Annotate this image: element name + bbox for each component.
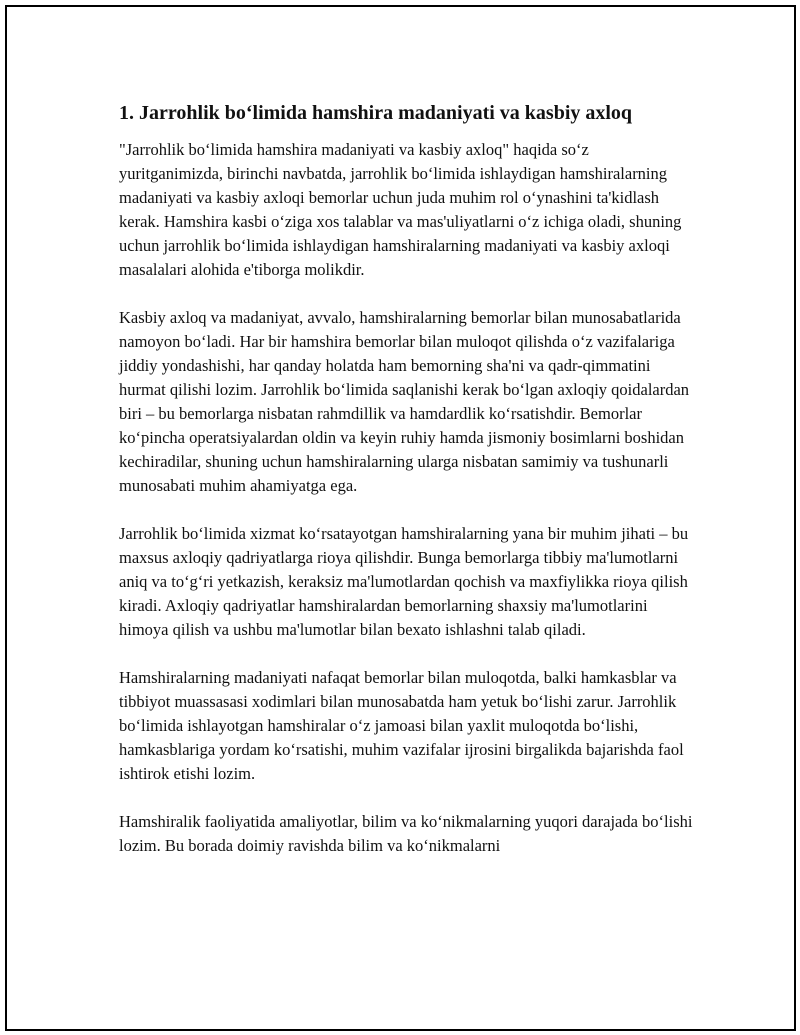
paragraph-ethics-patients: Kasbiy axloq va madaniyat, avvalo, hamshiralarning bemorlar bilan munosabatlarida namoyon bo‘ladi. Har bir hamshira bemorlar bilan muloqot qilishda o‘z vazifalariga jiddiy yondashishi, har qanday holatda ham bemorning sha'ni va qadr-qimmatini hurmat qilishi lozim. Jarrohlik bo‘limida saqlanishi kerak bo‘lgan axloqiy qoidalardan biri – bu bemorlarga nisbatan rahmdillik va hamdardlik ko‘rsatishdir. Bemorlar ko‘pincha operatsiyalardan oldin va keyin ruhiy hamda jismoniy bosimlarni boshidan kechiradilar, shuning uchun hamshiralarning ularga nisbatan samimiy va tushunarli munosabati muhim ahamiyatga ega.: [119, 308, 690, 495]
paragraph-colleagues: Hamshiralarning madaniyati nafaqat bemorlar bilan muloqotda, balki hamkasblar va tibbiyot muassasasi xodimlari bilan munosabatda ham yetuk bo‘lishi zarur. Jarrohlik bo‘limida ishlayotgan hamshiralar o‘z jamoasi bilan yaxlit muloqotda bo‘lishi, hamkasblariga yordam ko‘rsatishi, muhim vazifalar ijrosini birgalikda bajarishda faol ishtirok etishi lozim.: [119, 668, 684, 783]
paragraph-ethical-values: Jarrohlik bo‘limida xizmat ko‘rsatayotgan hamshiralarning yana bir muhim jihati – bu maxsus axloqiy qadriyatlarga rioya qilishdir. Bunga bemorlarga tibbiy ma'lumotlarni aniq va to‘g‘ri yetkazish, keraksiz ma'lumotlardan qochish va maxfiylikka rioya qilish kiradi. Axloqiy qadriyatlar hamshiralardan bemorlarning shaxsiy ma'lumotlarini himoya qilish va ushbu ma'lumotlar bilan bexato ishlashni talab qiladi.: [119, 524, 689, 639]
section-heading: 1. Jarrohlik bo‘limida hamshira madaniyati va kasbiy axloq: [119, 102, 633, 124]
document-body: [119, 100, 694, 858]
paragraph-intro: "Jarrohlik bo‘limida hamshira madaniyati va kasbiy axloq" haqida so‘z yuritganimizda, birinchi navbatda, jarrohlik bo‘limida ishlaydigan hamshiralarning madaniyati va kasbiy axloqi bemorlar uchun juda muhim rol o‘ynashini ta'kidlash kerak. Hamshira kasbi o‘ziga xos talablar va mas'uliyatlarni o‘z ichiga oladi, shuning uchun jarrohlik bo‘limida ishlaydigan hamshiralarning madaniyati va kasbiy axloqi masalalari alohida e'tiborga molikdir.: [119, 140, 682, 279]
paragraph-skills: Hamshiralik faoliyatida amaliyotlar, bilim va ko‘nikmalarning yuqori darajada bo‘lishi lozim. Bu borada doimiy ravishda bilim va ko‘nikmalarni: [119, 812, 693, 855]
page-frame: [5, 5, 796, 1031]
